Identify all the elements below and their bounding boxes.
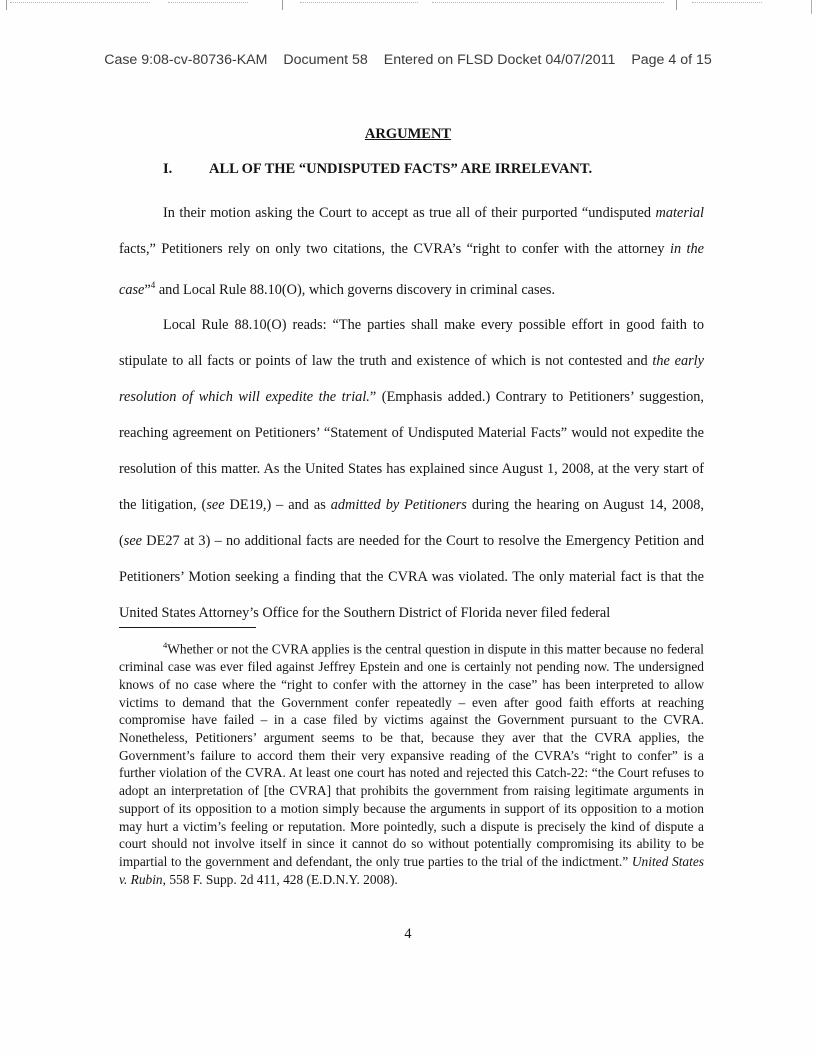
p2-text-2: ” (Emphasis added.) Contrary to Petitioners’ suggestion, reaching agreement on Petitioners’ “Statement of Undisputed Material Facts” would not expedite the resolution of this matter. As the United States has explained since August 1, 2008, at the very start of the litigation, ( <box>119 389 704 514</box>
p1-text-3: ” <box>144 281 151 298</box>
p2-italic-admitted: admitted by Petitioners <box>330 497 467 514</box>
scan-artifact-right-edge <box>811 0 812 14</box>
paragraph-1 <box>119 196 704 308</box>
document-number: Document 58 <box>283 52 368 68</box>
section-heading <box>163 161 592 178</box>
p2-italic-early-resolution: the early resolution of which will expedite the trial. <box>119 353 704 406</box>
case-number: Case 9:08-cv-80736-KAM <box>104 52 268 68</box>
p1-text-1: In their motion asking the Court to accept as true all of their purported “undisputed <box>163 205 656 221</box>
footnote-paragraph <box>119 637 704 888</box>
docket-header <box>0 52 816 68</box>
footnote-text-1: Whether or not the CVRA applies is the central question in dispute in this matter because no federal criminal case was ever filed against Jeffrey Epstein and one is certainly not pending now. The undersigned knows of no case where the “right to confer with the attorney in the case” has been interpreted to allow victims to demand that the Government confer repeatedly – even after good faith efforts at reaching compromise have failed – in a case filed by victims against the Government pursuant to the CVRA. Nonetheless, Petitioners’ argument seems to be that, because they aver that the CVRA applies, the Government’s failure to accord them their very expansive reading of the CVRA’s “right to confer” is a further violation of the CVRA. At least one court has noted and rejected this Catch-22: “the Court refuses to adopt an interpretation of [the CVRA] that prohibits the government from raising legitimate arguments in support of its opposition to a motion simply because the arguments in support of its opposition to a motion may hurt a victim’s feeling or reputation. More pointedly, such a dispute is precisely the kind of dispute a court should not involve itself in since it cannot do so without potentially compromising its ability to be impartial to the government and defendant, the only true parties to the trial of the indictment.” <box>119 641 704 869</box>
page-number: 4 <box>404 926 412 942</box>
docket-entry-date: Entered on FLSD Docket 04/07/2011 <box>383 52 616 68</box>
footnote-case-name: United States v. Rubin <box>119 853 704 887</box>
paragraph-2 <box>119 308 704 631</box>
p2-italic-see-2: see <box>123 532 143 549</box>
footnote-reference: 4 <box>150 279 156 290</box>
scan-artifact-top-edge <box>0 0 816 14</box>
argument-heading: ARGUMENT <box>364 126 452 142</box>
footnote-separator <box>119 627 256 628</box>
p1-italic-material: material <box>655 205 704 221</box>
footnote-4 <box>119 637 704 888</box>
section-title: ALL OF THE “UNDISPUTED FACTS” ARE IRRELEVANT. <box>209 161 593 177</box>
section-number: I. <box>163 161 173 177</box>
p2-text-4: during the hearing on August 14, 2008, ( <box>119 497 705 549</box>
page-count: Page 4 of 15 <box>631 52 712 68</box>
p2-text-1: Local Rule 88.10(O) reads: “The parties shall make every possible effort in good faith to stipulate to all facts or points of law the truth and existence of which is not contested and <box>119 317 704 370</box>
p2-text-5: DE27 at 3) – no additional facts are needed for the Court to resolve the Emergency Petition and Petitioners’ Motion seeking a finding that the CVRA was violated. The only material fact is that the United States Attorney’s Office for the Southern District of Florida never filed federal <box>119 532 704 621</box>
p1-italic-in-the-case: in the case <box>119 240 704 298</box>
p2-italic-see-1: see <box>206 497 225 514</box>
body-text <box>119 196 704 632</box>
p1-text-2: facts,” Petitioners rely on only two citations, the CVRA’s “right to confer with the attorney <box>119 240 670 257</box>
footnote-marker: 4 <box>163 640 168 650</box>
p2-text-3: DE19,) – and as <box>224 497 331 514</box>
footnote-text-2: , 558 F. Supp. 2d 411, 428 (E.D.N.Y. 2008). <box>162 871 398 887</box>
p1-text-4: and Local Rule 88.10(O), which governs discovery in criminal cases. <box>155 281 556 298</box>
